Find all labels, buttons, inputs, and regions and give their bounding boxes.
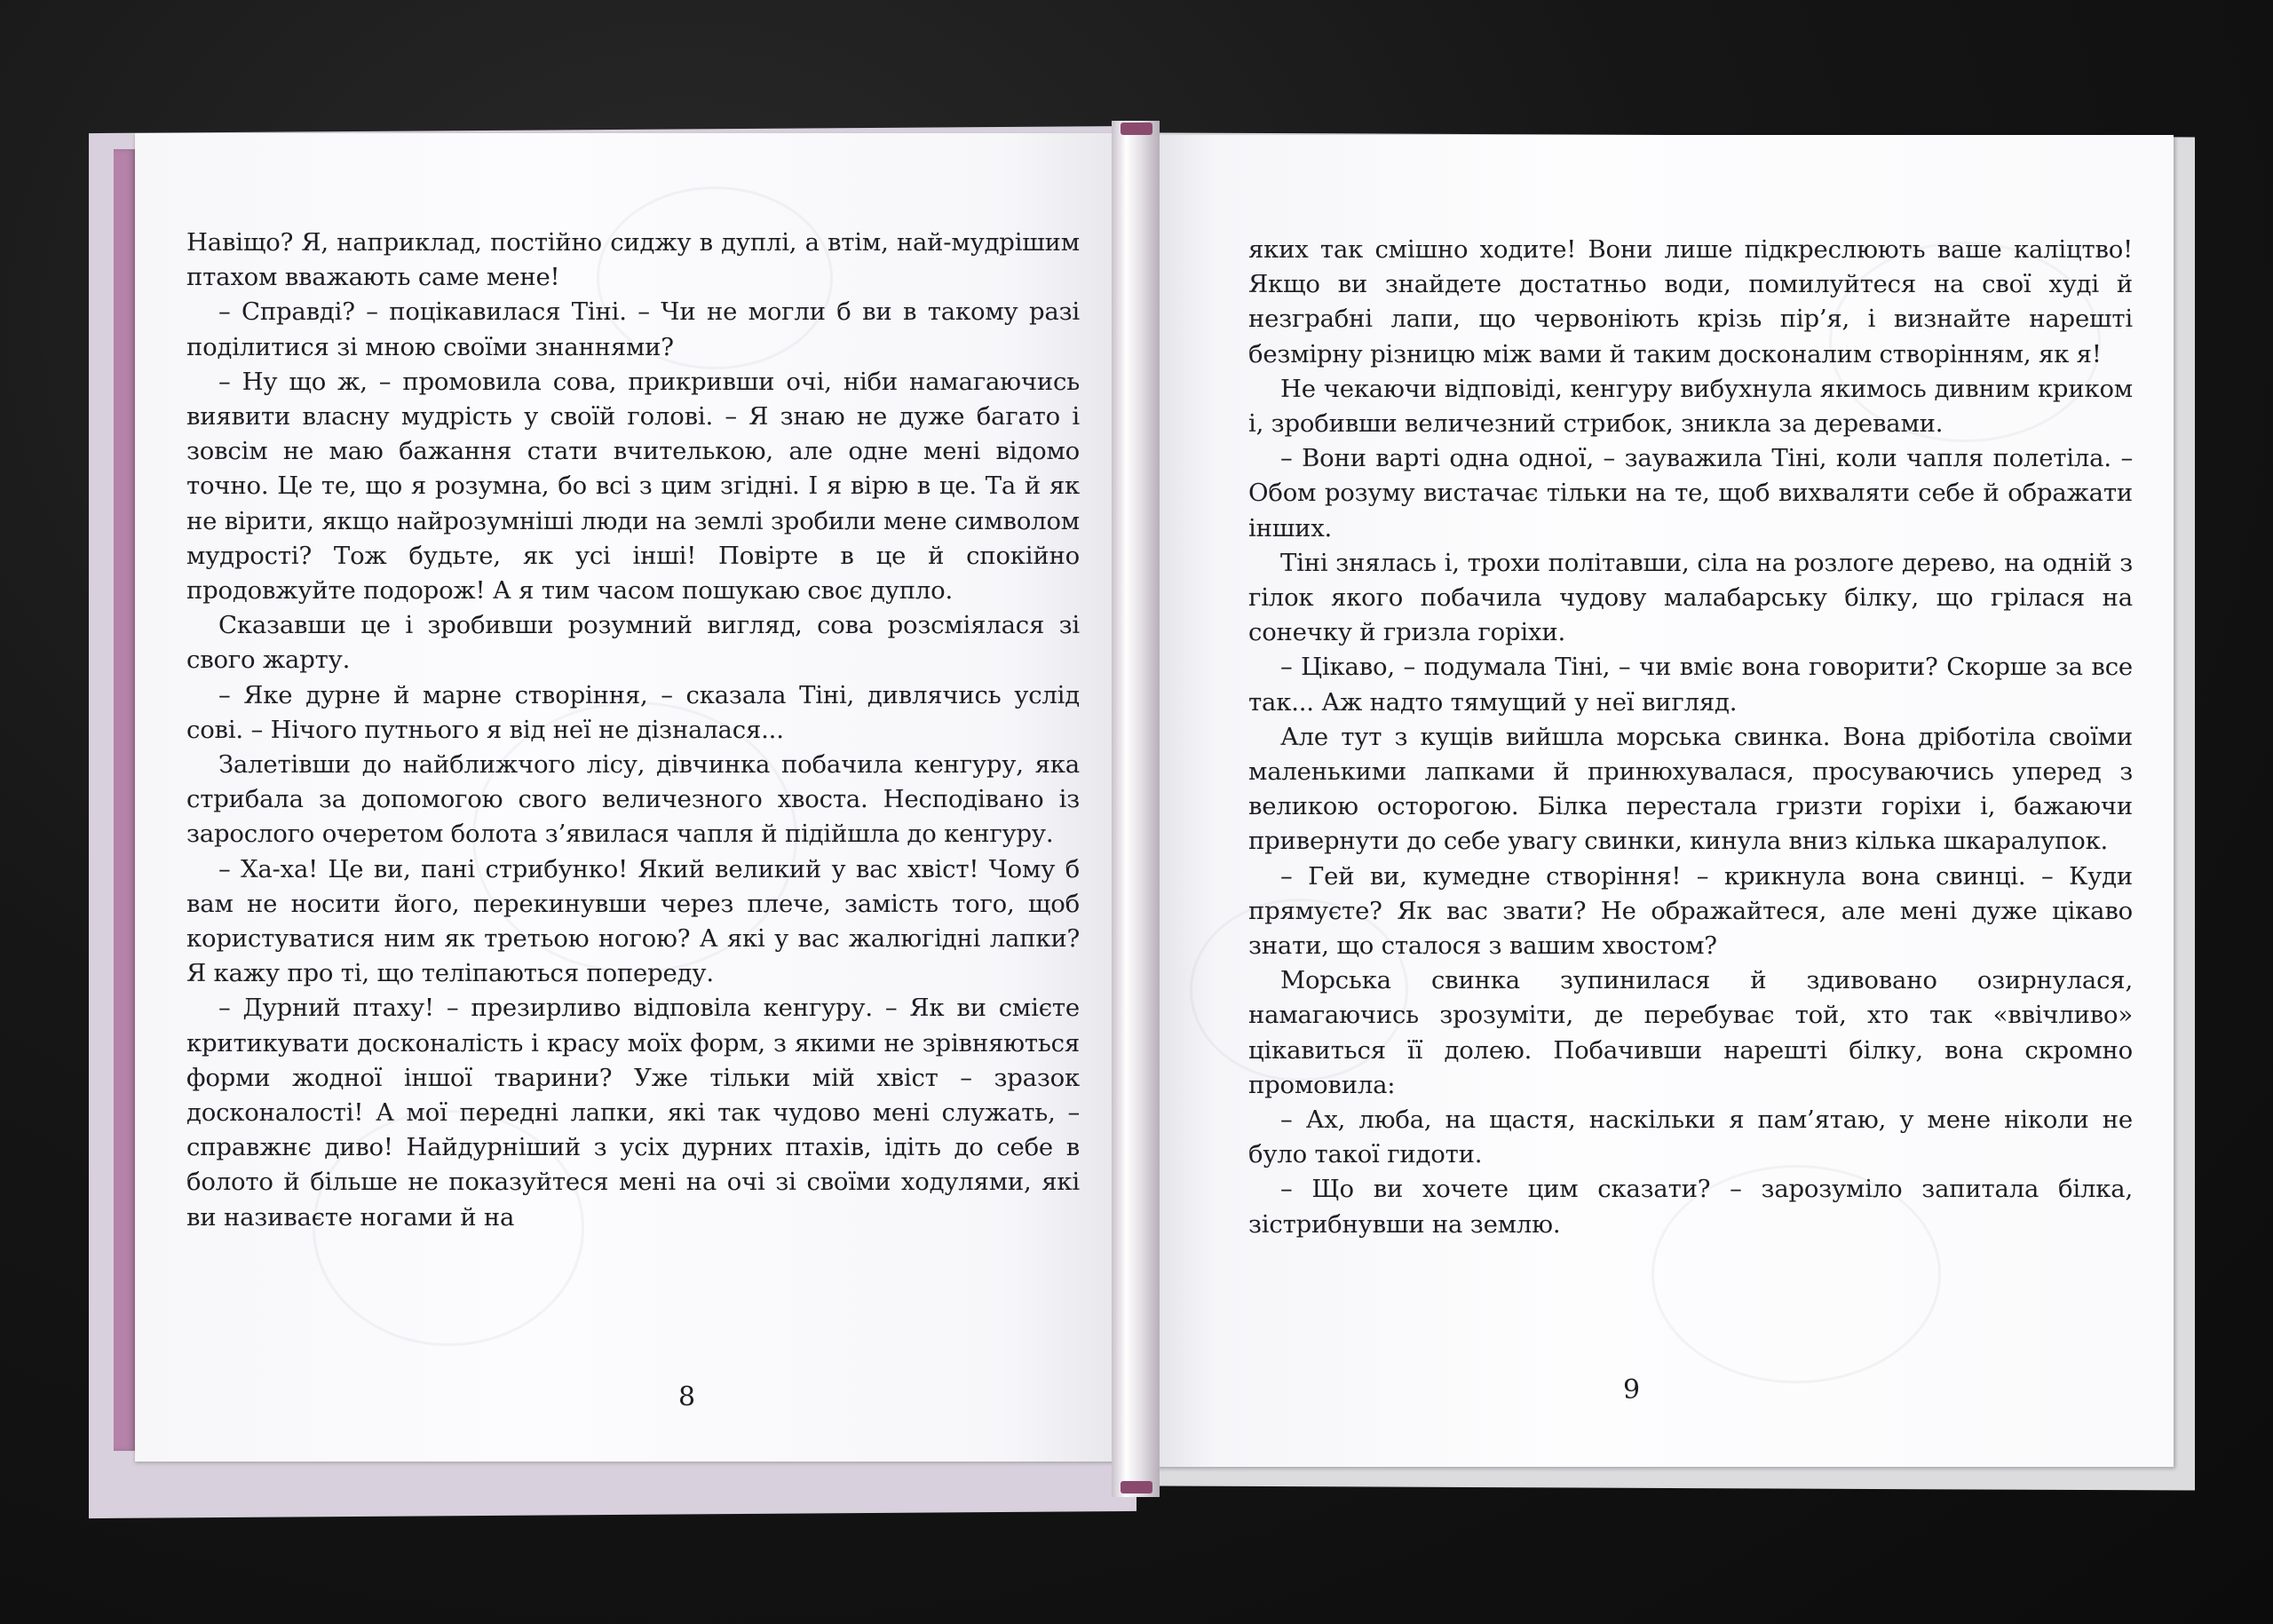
paragraph: Навіщо? Я, наприклад, постійно сиджу в дуплі, а втім, най-мудрішим птахом вважають саме мене! xyxy=(186,228,1080,292)
book-spine xyxy=(1112,121,1160,1497)
paragraph: – Що ви хочете цим сказати? – зарозуміло запитала білка, зістрибнувши на землю. xyxy=(1248,1175,2133,1239)
paragraph: Тіні знялась і, трохи політавши, сіла на розлоге дерево, на одній з гілок якого побачила чудову малабарську білку, що грілася на сонечку й гризла горіхи. xyxy=(1248,548,2133,647)
headband-top xyxy=(1121,123,1152,135)
paragraph: – Яке дурне й марне створіння, – сказала Тіні, дивлячись услід сові. – Нічого путнього я від неї не дізналася... xyxy=(186,680,1080,744)
paragraph: – Ха-ха! Це ви, пані стрибунко! Який великий у вас хвіст! Чому б вам не носити його, перекинувши через плече, замість того, щоб користуватися ним як третьою ногою? А які у вас жалюгідні лапки? Я кажу про ті, що теліпаються попереду. xyxy=(186,854,1080,988)
headband-bottom xyxy=(1121,1481,1152,1493)
paragraph: Залетівши до найближчого лісу, дівчинка побачила кенгуру, яка стрибала за допомогою свого величезного хвоста. Несподівано із зарослого очеретом болота з’явилася чапля й підійшла до кенгуру. xyxy=(186,750,1080,849)
paragraph: – Цікаво, – подумала Тіні, – чи вміє вона говорити? Скорше за все так... Аж надто тямущий у неї вигляд. xyxy=(1248,653,2133,717)
page-number-left: 8 xyxy=(678,1382,696,1413)
paragraph: – Справді? – поцікавилася Тіні. – Чи не могли б ви в такому разі поділитися зі мною своїми знаннями? xyxy=(186,297,1080,361)
paragraph: – Гей ви, кумедне створіння! – крикнула вона свинці. – Куди прямуєте? Як вас звати? Не ображайтеся, але мені дуже цікаво знати, що сталося з вашим хвостом? xyxy=(1248,861,2133,961)
right-page-text xyxy=(1248,233,2133,1242)
paragraph: Морська свинка зупинилася й здивовано озирнулася, намагаючись зрозуміти, де перебуває той, хто так «ввічливо» цікавиться її долею. Побачивши нарешті білку, вона скромно промовила: xyxy=(1248,966,2133,1099)
paragraph: Але тут з кущів вийшла морська свинка. Вона дріботіла своїми маленькими лапками й принюхувалася, просуваючись уперед з великою осторогою. Білка перестала гризти горіхи і, бажаючи привернути до себе увагу свинки, кинула вниз кілька шкаралупок. xyxy=(1248,722,2133,856)
cover-purple-edge xyxy=(114,149,135,1451)
left-page-text xyxy=(186,226,1080,1235)
paragraph: – Вони варті одна одної, – зауважила Тіні, коли чапля полетіла. – Обом розуму вистачає тільки на те, щоб вихваляти себе й ображати інших. xyxy=(1248,444,2133,543)
paragraph: – Ну що ж, – промовила сова, прикривши очі, ніби намагаючись виявити власну мудрість у своїй голові. – Я знаю не дуже багато і зовсім не маю бажання стати вчителькою, але одне мені відомо точно. Це те, що я розумна, бо всі з цим згідні. І я вірю в це. Та й як не вірити, якщо найрозумніші люди на землі зробили мене символом мудрості? Тож будьте, як усі інші! Повірте в це й спокійно продовжуйте подорож! А я тим часом пошукаю своє дупло. xyxy=(186,367,1080,606)
paragraph: Не чекаючи відповіді, кенгуру вибухнула якимось дивним криком і, зробивши величезний стрибок, зникла за деревами. xyxy=(1248,374,2133,439)
paragraph: – Ах, люба, на щастя, наскільки я пам’ятаю, у мене ніколи не було такої гидоти. xyxy=(1248,1105,2133,1169)
paragraph: – Дурний птаху! – презирливо відповіла кенгуру. – Як ви смієте критикувати досконалість і красу моїх форм, з якими не зрівняються форми жодної іншої тварини? Уже тільки мій хвіст – зразок досконалості! А мої передні лапки, які так чудово мені служать, – справжнє диво! Найдурніший з усіх дурних птахів, ідіть до себе в болото й більше не показуйтеся мені на очі зі своїми ходулями, які ви називаєте ногами й на xyxy=(186,994,1080,1232)
paragraph: Сказавши це і зробивши розумний вигляд, сова розсміялася зі свого жарту. xyxy=(186,611,1080,675)
page-number-right: 9 xyxy=(1623,1374,1641,1406)
paragraph: яких так смішно ходите! Вони лише підкреслюють ваше каліцтво! Якщо ви знайдете достатньо води, помилуйтеся на свої худі й незграбні лапи, що червоніють крізь пір’я, і визнайте нарешті безмірну різницю між вами й таким досконалим створінням, як я! xyxy=(1248,235,2133,368)
